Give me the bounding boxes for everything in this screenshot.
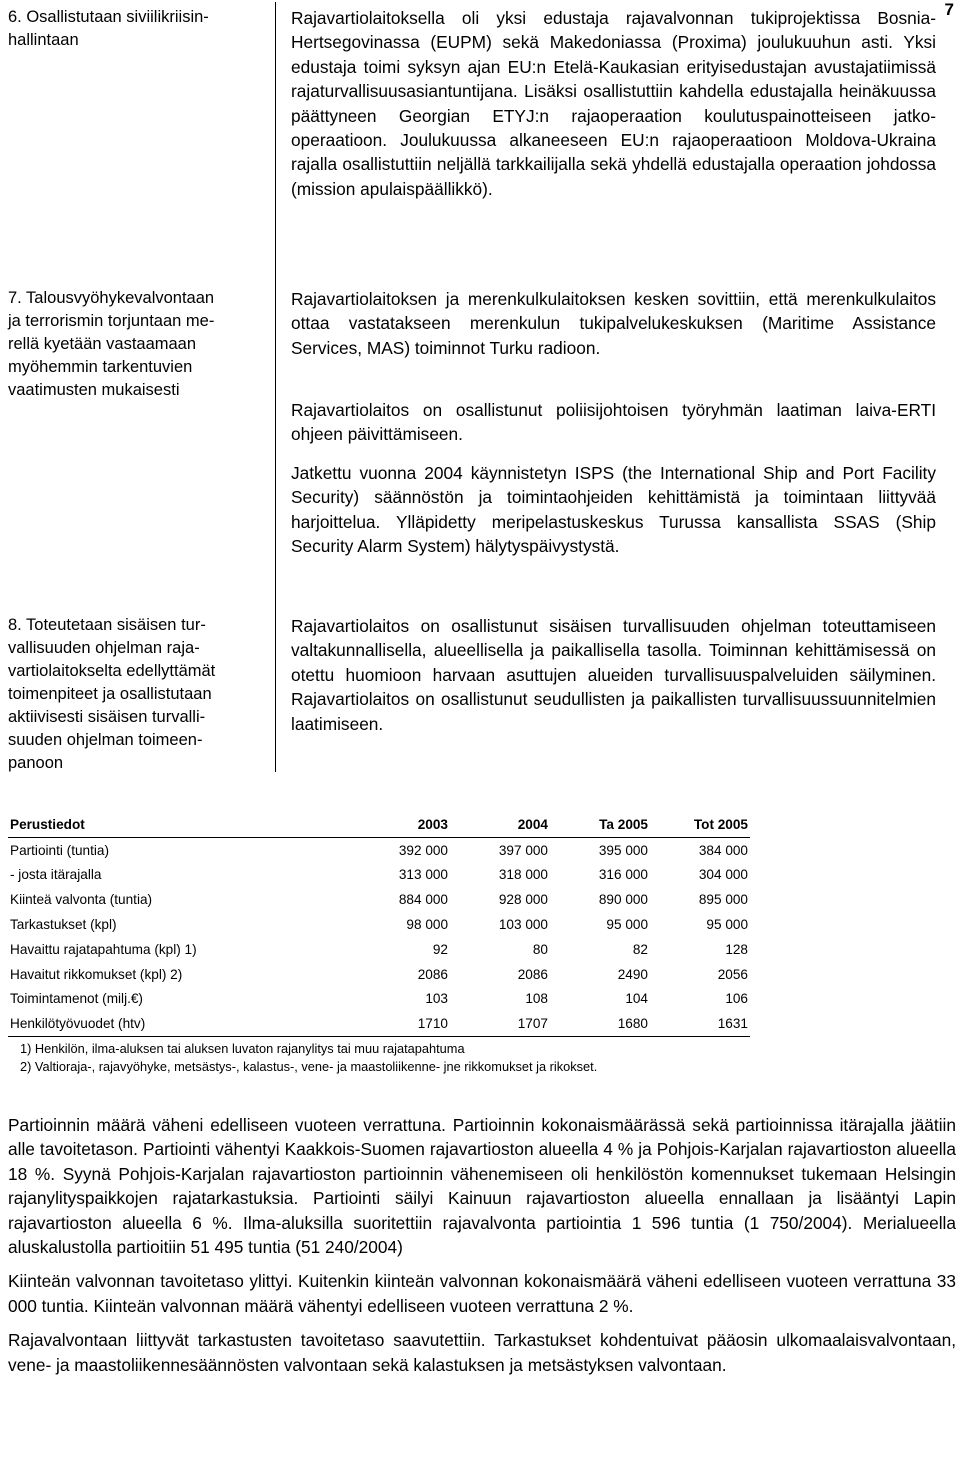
- table-row: [8, 987, 750, 1012]
- left-heading-line: toimenpiteet ja osallistutaan: [8, 685, 212, 703]
- bottom-section: [8, 1113, 956, 1387]
- table-cell: 82: [632, 941, 648, 957]
- table-cell: 384 000: [698, 842, 748, 858]
- left-heading-line: myöhemmin tarkentuvien: [8, 358, 193, 376]
- table-cell: 103: [425, 991, 448, 1007]
- left-heading-line: vartiolaitokselta edellyttämät: [8, 662, 216, 680]
- table-cell: 1680: [550, 1011, 650, 1036]
- table-header-cell: Tot 2005: [650, 812, 750, 837]
- table-cell: Toimintamenot (milj.€): [10, 991, 143, 1007]
- left-heading-line: ja terrorismin torjuntaan me-: [8, 312, 215, 330]
- left-heading-line: panoon: [8, 754, 64, 772]
- table-cell: 304 000: [698, 867, 748, 883]
- table-cell: 313 000: [398, 867, 448, 883]
- table-footnotes: [20, 1040, 597, 1076]
- table-cell: 2056: [717, 966, 748, 982]
- table-header-cell: 2004: [450, 812, 550, 837]
- table-cell: 92: [432, 941, 448, 957]
- table-header-cell: Ta 2005: [550, 812, 650, 837]
- table-cell: 392 000: [398, 842, 448, 858]
- table-cell: Tarkastukset (kpl): [10, 917, 117, 933]
- table-row: [8, 937, 750, 962]
- table-cell: 397 000: [498, 842, 548, 858]
- right-paragraph: [291, 614, 936, 736]
- table-cell: 103 000: [498, 917, 548, 933]
- table-row: [8, 863, 750, 888]
- body-text: Rajavartiolaitoksella oli yksi edustaja rajavalvonnan tukiprojektissa Bosnia-Hertsegovinassa (EUPM) sekä Makedoniassa (Proxima) joulukuuhun asti. Yksi edustaja toimi syksyn ajan EU:n Etelä-Kaukasian erityisedustajan avustajatiimissä rajaturvallisuusasiantuntijana. Lisäksi osallistuttiin kahdella edustajalla heinäkuussa päättyneen Georgian ETYJ:n rajaoperaation koulutuspainotteiseen jatko-operaatioon. Joulukuussa alkaneeseen EU:n rajaoperaatioon Moldova-Ukraina rajalla osallistuttiin neljällä tarkkailijalla sekä yhdellä edustajalla operaation johdossa (mission apulaispäällikkö).: [291, 8, 936, 199]
- body-text: Rajavartiolaitos on osallistunut poliisijohtoisen työryhmän laatiman laiva-ERTI ohjeen päivittämiseen.: [291, 400, 936, 445]
- body-text: Rajavalvontaan liittyvät tarkastusten tavoitetaso saavutettiin. Tarkastukset kohdentuivat pääosin ulkomaalaisvalvontaan, vene- ja maastoliikennesäännösten valvontaan sekä kalastuksen ja metsästyksen valvontaan.: [8, 1330, 956, 1375]
- table-cell: 316 000: [598, 867, 648, 883]
- table-cell: 395 000: [598, 842, 648, 858]
- table-row: [8, 887, 750, 912]
- left-heading-line: suuden ohjelman toimeen-: [8, 731, 203, 749]
- table-cell: 95 000: [606, 917, 648, 933]
- left-heading-line: 6. Osallistutaan siviilikriisin-: [8, 8, 209, 26]
- table-cell: Havaitut rikkomukset (kpl) 2): [10, 966, 183, 982]
- table-cell: - josta itärajalla: [10, 867, 102, 883]
- table-cell: 2086: [417, 966, 448, 982]
- table-cell: 895 000: [698, 892, 748, 908]
- table-row: [8, 962, 750, 987]
- left-heading-line: vallisuuden ohjelman raja-: [8, 639, 200, 657]
- table-cell: 2086: [517, 966, 548, 982]
- column-divider: [275, 2, 276, 772]
- left-heading-6: [8, 6, 270, 52]
- perustiedot-table: [8, 812, 750, 1037]
- table-cell: Partiointi (tuntia): [10, 842, 109, 858]
- footnote: 2) Valtioraja-, rajavyöhyke, metsästys-, kalastus-, vene- ja maastoliikenne- jne rikkomukset ja rikokset.: [20, 1059, 598, 1074]
- table-cell: 2490: [617, 966, 648, 982]
- table-cell: 95 000: [706, 917, 748, 933]
- table-cell: 890 000: [598, 892, 648, 908]
- table-cell: Havaittu rajatapahtuma (kpl) 1): [10, 941, 197, 957]
- body-text: Partioinnin määrä väheni edelliseen vuoteen verrattuna. Partioinnin kokonaismäärässä sekä partioinnissa itärajalla jäätiin alle tavoitetason. Partiointi vähentyi Kaakkois-Suomen rajavartioston alueella 4 % ja Pohjois-Karjalan rajavartioston alueella 18 %. Syynä Pohjois-Karjalan rajavartioston partioinnin vähenemiseen oli henkilöstön komennukset tukemaan Helsingin rajanylityspaikkojen rajatarkastuksia. Partiointi säilyi Kainuun rajavartioston alueella ennallaan ja lisääntyi Lapin rajavartioston alueella 6 %. Ilma-aluksilla suoritettiin rajavalvonta partiointia 1 596 tuntia (1 750/2004). Merialueella aluskalustolla partioitiin 51 495 tuntia (51 240/2004): [8, 1115, 956, 1258]
- page-number: 7: [944, 0, 954, 19]
- left-heading-8: [8, 614, 270, 775]
- table-header-cell: Perustiedot: [8, 812, 290, 837]
- right-paragraph: [291, 398, 936, 447]
- table-cell: 80: [532, 941, 548, 957]
- left-heading-line: hallintaan: [8, 31, 79, 49]
- left-heading-7: [8, 287, 270, 402]
- right-paragraph: [291, 461, 936, 559]
- table-cell: 104: [625, 991, 648, 1007]
- table-header-cell: 2003: [290, 812, 450, 837]
- table-cell: 884 000: [398, 892, 448, 908]
- left-heading-line: aktiivisesti sisäisen turvalli-: [8, 708, 206, 726]
- table-cell: 1631: [650, 1011, 750, 1036]
- table-cell: 318 000: [498, 867, 548, 883]
- table-cell: 108: [525, 991, 548, 1007]
- footnote: 1) Henkilön, ilma-aluksen tai aluksen luvaton rajanylitys tai muu rajatapahtuma: [20, 1041, 465, 1056]
- table-cell: Kiinteä valvonta (tuntia): [10, 892, 153, 908]
- table-row: [8, 912, 750, 937]
- table-cell: 128: [725, 941, 748, 957]
- left-heading-line: 8. Toteutetaan sisäisen tur-: [8, 616, 206, 634]
- table-cell: 1710: [290, 1011, 450, 1036]
- table-cell: 928 000: [498, 892, 548, 908]
- table-header-row: [8, 812, 750, 837]
- table-cell: 98 000: [406, 917, 448, 933]
- body-text: Rajavartiolaitoksen ja merenkulkulaitoksen kesken sovittiin, että merenkulkulaitos ottaa vastatakseen merenkulun tukipalvelukeskuksen (Maritime Assistance Services, MAS) toiminnot Turku radioon.: [291, 289, 936, 358]
- right-paragraph: [291, 6, 936, 201]
- table-row: [8, 837, 750, 862]
- table-cell: 106: [725, 991, 748, 1007]
- table-row: [8, 1011, 750, 1036]
- body-text: Jatkettu vuonna 2004 käynnistetyn ISPS (the International Ship and Port Facility Security) säännöstön ja toimintaohjeiden kehittämistä ja toimintaan liittyvää harjoittelua. Ylläpidetty meripelastuskeskus Turussa kansallista SSAS (Ship Security Alarm System) hälytyspäivystystä.: [291, 463, 936, 557]
- left-heading-line: rellä kyetään vastaamaan: [8, 335, 197, 353]
- table-cell: Henkilötyövuodet (htv): [8, 1011, 290, 1036]
- body-text: Rajavartiolaitos on osallistunut sisäisen turvallisuuden ohjelman toteuttamiseen valtakunnallisella, alueellisella ja paikallisella tasolla. Toiminnan kehittämisessä on otettu huomioon harvaan asuttujen alueiden turvallisuuspalveluiden säilyminen. Rajavartiolaitos on osallistunut seudullisten ja paikallisten turvallisuussuunnitelmien laatimiseen.: [291, 616, 936, 734]
- table-cell: 1707: [450, 1011, 550, 1036]
- right-paragraph: [291, 287, 936, 360]
- left-heading-line: vaatimusten mukaisesti: [8, 381, 180, 399]
- left-heading-line: 7. Talousvyöhykevalvontaan: [8, 289, 215, 307]
- body-text: Kiinteän valvonnan tavoitetaso ylittyi. Kuitenkin kiinteän valvonnan kokonaismäärä väheni edelliseen vuoteen verrattuna 33 000 tuntia. Kiinteän valvonnan määrä vähentyi edelliseen vuoteen verrattuna 2 %.: [8, 1271, 956, 1316]
